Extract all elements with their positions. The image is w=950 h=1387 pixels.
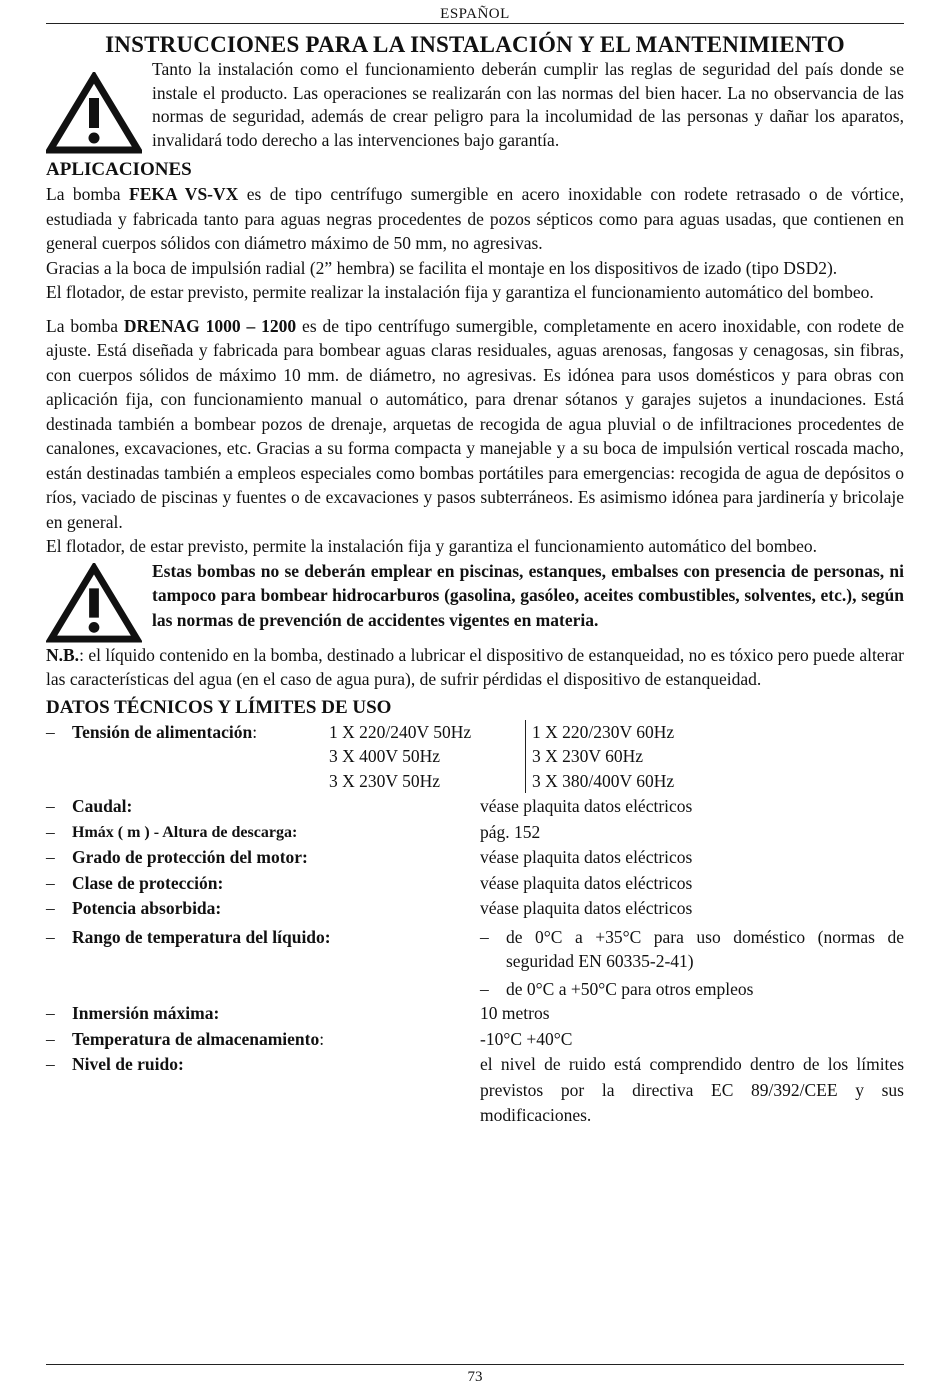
- warning-triangle-icon: [46, 559, 152, 643]
- spec-noise: – Nivel de ruido: el nivel de ruido está comprendido dentro de los límites previstos por la directiva EC 89/392/CEE y sus modificaciones.: [46, 1054, 904, 1125]
- feka-model-name: FEKA VS-VX: [129, 184, 239, 204]
- feka-float-text: El flotador, de estar previsto, permite realizar la instalación fija y garantiza el funcionamiento automático del bombeo.: [46, 282, 874, 302]
- applications-heading: APLICACIONES: [46, 159, 192, 180]
- intro-warning-text: Tanto la instalación como el funcionamiento deberán cumplir las reglas de seguridad del país donde se instale el producto. Las operaciones se realizarán con las normas del bien hacer. La no observancia de las normas de seguridad, además de crear peligro para la incolumidad de las personas y dañar los aparatos, invalidará todo derecho a las intervenciones bajo garantía.: [152, 59, 904, 150]
- nb-label: N.B.: [46, 644, 80, 665]
- spec-motor-protection: – Grado de protección del motor: véase plaquita datos eléctricos: [46, 847, 693, 867]
- header-language: ESPAÑOL: [440, 6, 510, 22]
- spec-temp-range: – Rango de temperatura del líquido: – de 0°C a +35°C para uso doméstico (normas de seguridad EN 60335-2-41) – de 0°C a +50°C para otros empleos: [46, 926, 904, 999]
- drenag-float-text: El flotador, de estar previsto, permite la instalación fija y garantiza el funcionamiento automático del bombeo.: [46, 536, 817, 556]
- spec-immersion: – Inmersión máxima: 10 metros: [46, 1003, 550, 1023]
- intro-warning-block: [46, 58, 904, 154]
- voltage-60hz-column: 1 X 220/230V 60Hz 3 X 230V 60Hz 3 X 380/400V 60Hz: [532, 721, 675, 791]
- feka-description: La bomba FEKA VS-VX es de tipo centrífugo sumergible en acero inoxidable con rodete retrasado o de vórtice, estudiada y fabricada tanto para aguas negras procedentes de pozos sépticos como para aguas usadas, que contienen en general cuerpos sólidos con diámetro máximo de 50 mm, no agresivas.: [46, 184, 904, 253]
- usage-warning-text: Estas bombas no se deberán emplear en piscinas, estanques, embalses con presencia de personas, ni tampoco para bombear hidrocarburos (gasolina, gasóleo, aceites combustibles, solventes, etc.), según las normas de prevención de accidentes vigentes en materia.: [152, 560, 904, 630]
- nb-note: N.B.: el líquido contenido en la bomba, destinado a lubricar el dispositivo de estanqueidad, no es tóxico pero puede alterar las características del agua (en el caso de agua pura), de sufrir pérdidas el dispositivo de estanqueidad.: [46, 644, 904, 689]
- page: [46, 0, 904, 1129]
- footer-rule: [46, 1364, 904, 1365]
- drenag-model-name: DRENAG 1000 – 1200: [123, 315, 297, 336]
- feka-outlet-text: Gracias a la boca de impulsión radial (2” hembra) se facilita el montaje en los dispositivos de izado (tipo DSD2).: [46, 257, 838, 278]
- specs-list: [46, 720, 904, 1129]
- page-title: INSTRUCCIONES PARA LA INSTALACIÓN Y EL MANTENIMIENTO: [105, 32, 845, 57]
- usage-warning-block: [46, 559, 904, 643]
- voltage-50hz-column: 1 X 220/240V 50Hz 3 X 400V 50Hz 3 X 230V 50Hz: [329, 720, 526, 794]
- spec-flow: – Caudal: véase plaquita datos eléctricos: [46, 796, 693, 816]
- specs-heading: DATOS TÉCNICOS Y LÍMITES DE USO: [46, 696, 392, 718]
- spec-voltage-label: Tensión de alimentación: [72, 721, 253, 742]
- spec-hmax: – Hmáx ( m ) - Altura de descarga: pág. 152: [46, 821, 541, 842]
- spec-voltage: – Tensión de alimentación: 1 X 220/240V 50Hz 3 X 400V 50Hz 3 X 230V 50Hz 1 X 220/230V 60Hz 3 X 230V 60Hz 3 X 380/400V 60Hz: [46, 720, 904, 794]
- warning-triangle-icon: [46, 58, 152, 154]
- drenag-description: La bomba DRENAG 1000 – 1200 es de tipo centrífugo sumergible, completamente en acero inoxidable, con rodete de ajuste. Está diseñada y fabricada para bombear aguas claras residuales, aguas arenosas, fangosas y cenagosas, sin fibras, con cuerpos sólidos de máximo 10 mm. de diámetro, no agresivas. Es idónea para usos domésticos y para obras con aplicación fija, con funcionamiento manual o automático, para drenar sótanos y garajes sujetos a inundaciones. Está destinada también a bombear pozos de drenaje, arquetas de recogida de agua pluvial o de infiltraciones procedentes de canalones, excavaciones, etc. Gracias a su forma compacta y manejable y a su boca de impulsión vertical roscada macho, están destinadas también a empleos especiales como bombas portátiles para emergencias: recogida de agua de depósitos o ríos, vaciado de piscinas y fuentes o de excavaciones y pasos subterráneos. Es asimismo idónea para jardinería y bricolaje en general.: [46, 315, 904, 532]
- spec-storage-temp: – Temperatura de almacenamiento: -10°C +40°C: [46, 1028, 573, 1049]
- spec-power: – Potencia absorbida: véase plaquita datos eléctricos: [46, 898, 693, 918]
- spec-protection-class: – Clase de protección: véase plaquita datos eléctricos: [46, 872, 693, 893]
- header-rule: [46, 23, 904, 24]
- page-number: 73: [467, 1369, 483, 1385]
